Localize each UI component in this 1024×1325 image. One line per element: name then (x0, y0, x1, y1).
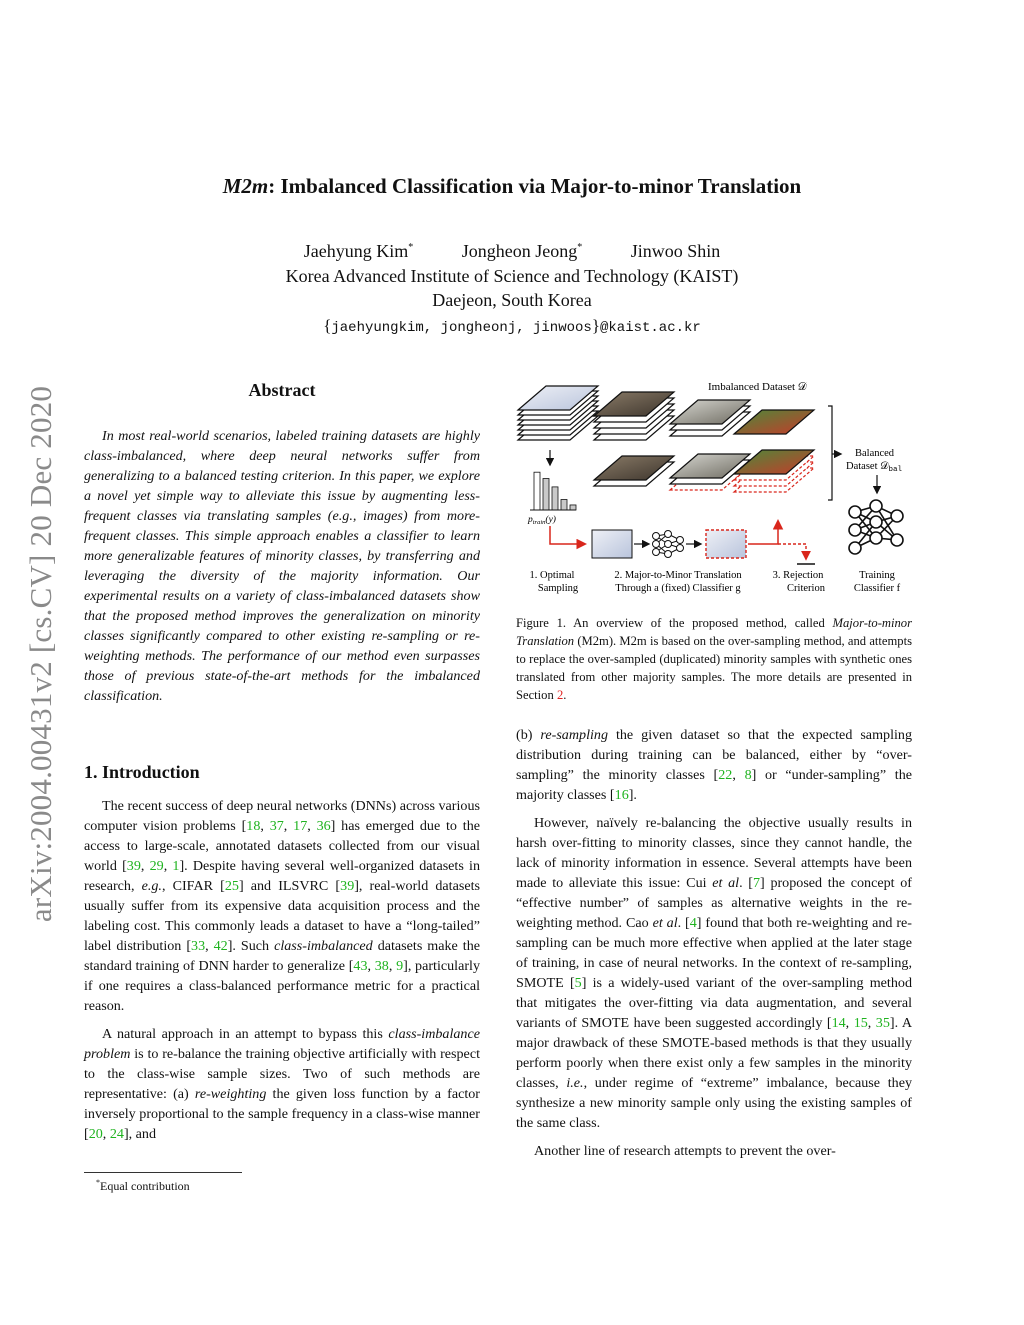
author (462, 241, 583, 261)
dataset-bracket (828, 406, 832, 500)
sampled-image (592, 530, 632, 558)
step2-label-1: 2. Major-to-Minor Translation (614, 570, 742, 581)
flow-arrow-reject (778, 544, 806, 558)
email-brace-open: { (323, 316, 332, 335)
affiliation: Korea Advanced Institute of Science and Technology (KAIST) (285, 266, 739, 286)
histogram-bar (552, 487, 558, 510)
ptrain-label: $p_{train}(y)$ (528, 515, 556, 526)
arxiv-stamp (20, 348, 58, 960)
paragraph: (b) re-sampling the given dataset so that the expected sampling distribution during training can be balanced, either by “over-sampling” the minority classes [22, 8] or “under-sampling” the majority classes [16]. (516, 727, 912, 803)
citation-link[interactable]: 5 (574, 975, 582, 991)
email-users: jaehyungkim, jongheonj, jinwoos (331, 320, 592, 336)
author-mark: * (577, 242, 583, 253)
citation-link[interactable]: 4 (689, 915, 697, 931)
figure-overview (510, 372, 920, 600)
citation-link[interactable]: 29 (149, 858, 164, 874)
citation-link[interactable]: 15 (853, 1015, 868, 1031)
step2-label-2: Through a (fixed) Classifier g (615, 583, 741, 594)
figure-caption: Figure 1. An overview of the proposed method, called Major-to-minor Translation (M2m). M2m is based on the over-sampling method, and attempts to replace the over-sampled (duplicated) minority samples with synthetic ones translated from other majority samples. The more details are presented in Section 2. (516, 616, 912, 702)
abstract-heading: Abstract (248, 380, 316, 400)
paragraph: However, naïvely re-balancing the objective usually results in harsh over-fitting to minority classes, since they cannot handle, the lack of minority information in essence. Several attempts have been made to alleviate this issue: Cui et al. [7] proposed the concept of “effective number” of samples as alternative weights in the re-weighting method. Cao et al. [4] found that both re-weighting and re-sampling can be much more effective when applied at the later stage of training, in case of neural networks. In the context of re-sampling, SMOTE [5] is a widely-used variant of the over-sampling method that mitigates the over-fitting via data augmentation, and several variants of SMOTE have been suggested accordingly [14, 15, 35]. A major drawback of these SMOTE-based methods is that they usually perform poorly when there exist only a few samples in the minority classes, i.e., under regime of “extreme” imbalance, because they synthesize a new minority sample only using the existing samples of the same class. (516, 815, 912, 1131)
step4-label-1: Training (859, 570, 895, 581)
paper-title (0, 174, 1024, 199)
step3-label-2: Criterion (787, 583, 825, 594)
right-column-body (516, 725, 912, 1169)
author-mark: * (408, 242, 414, 253)
label-histogram (534, 472, 576, 510)
email (0, 316, 1024, 336)
email-brace-close: } (591, 316, 600, 335)
classifier-f-icon (849, 500, 903, 554)
author-list (0, 241, 1024, 262)
balanced-stack-cat (594, 456, 674, 486)
citation-link[interactable]: 7 (753, 875, 761, 891)
image-stack-dog (518, 386, 598, 440)
flow-arrow-sampling (550, 526, 584, 544)
citation-link[interactable]: 24 (109, 1126, 124, 1142)
citation-link[interactable]: 42 (213, 938, 228, 954)
flow-arrow-accept (748, 522, 778, 544)
histogram-bar (570, 505, 576, 510)
footnote-text: Equal contribution (100, 1179, 190, 1193)
image-stack-cat (594, 392, 674, 440)
left-column-body (84, 796, 480, 1152)
section-link[interactable]: 2 (556, 688, 564, 702)
citation-link[interactable]: 18 (246, 818, 261, 834)
author (304, 241, 413, 261)
arxiv-id: arXiv:2004.00431v2 [cs.CV] 20 Dec 2020 (23, 385, 58, 923)
paragraph: The recent success of deep neural networks (DNNs) across various computer vision problems [18, 37, 17, 36] has emerged due to the access to large-scale, annotated datasets collected from our visual world [39, 29, 1]. Despite having several well-organized datasets in research, e.g., CIFAR [25] and ILSVRC [39], real-world datasets usually suffer from its expensive data acquisition process and the labeling cost. This commonly leads a dataset to have a “long-tailed” label distribution [33, 42]. Such class-imbalanced datasets make the standard training of DNN harder to generalize [43, 38, 9], particularly if one requires a class-balanced performance metric for a practical reason. (84, 798, 481, 1014)
step3-label-1: 3. Rejection (772, 570, 824, 581)
classifier-g-icon (653, 531, 684, 558)
location: Daejeon, South Korea (432, 290, 592, 310)
citation-link[interactable]: 16 (614, 787, 629, 803)
abstract-text: In most real-world scenarios, labeled training datasets are highly class-imbalanced, where deep neural networks suffer from generalizing to a balanced testing criterion. In this paper, we explore a novel yet simple way to alleviate this issue by augmenting less-frequent classes via translating samples (e.g., images) from more-frequent classes. This simple approach enables a classifier to learn more generalizable features of minority classes, by transferring and leveraging the diversity of the majority information. Our experimental results on a variety of class-imbalanced datasets show that the proposed method improves the generalization on minority classes significantly compared to other existing re-sampling or re-weighting methods. The performance of our method even surpasses those of previous state-of-the-art methods for the imbalanced classification. (84, 428, 480, 704)
citation-link[interactable]: 33 (191, 938, 206, 954)
citation-link[interactable]: 39 (340, 878, 355, 894)
citation-link[interactable]: 22 (718, 767, 733, 783)
balanced-label-2: Dataset 𝒟bal (846, 461, 903, 474)
citation-link[interactable]: 38 (374, 958, 389, 974)
author-name: Jinwoo Shin (630, 241, 721, 261)
paragraph: A natural approach in an attempt to bypass this class-imbalance problem is to re-balance the training objective artificially with respect to the class-wise sample sizes. Two of such methods are representative: (a) re-weighting the given loss function by a factor inversely proportional to the sample frequency in a class-wise manner [20, 24], and (84, 1026, 480, 1142)
citation-link[interactable]: 36 (316, 818, 331, 834)
histogram-bar (561, 500, 567, 511)
balanced-label-1: Balanced (855, 448, 895, 459)
citation-link[interactable]: 17 (293, 818, 308, 834)
citation-link[interactable]: 20 (88, 1126, 103, 1142)
citation-link[interactable]: 37 (269, 818, 284, 834)
translated-image (706, 530, 746, 558)
citation-link[interactable]: 25 (224, 878, 239, 894)
email-domain: @kaist.ac.kr (599, 320, 701, 336)
citation-link[interactable]: 39 (126, 858, 141, 874)
footnote (96, 1178, 190, 1194)
step1-label-2: Sampling (537, 583, 579, 594)
histogram-bar (543, 479, 549, 511)
citation-link[interactable]: 35 (875, 1015, 890, 1031)
title-rest: : Imbalanced Classification via Major-to-minor Translation (268, 174, 802, 198)
paragraph: Another line of research attempts to prevent the over- (534, 1143, 836, 1159)
dataset-label: Imbalanced Dataset 𝒟 (708, 381, 807, 393)
citation-link[interactable]: 14 (831, 1015, 846, 1031)
section-heading: 1. Introduction (84, 762, 200, 782)
title-prefix: M2m (222, 174, 269, 198)
footnote-mark: * (96, 1178, 100, 1187)
author-name: Jaehyung Kim (303, 241, 409, 261)
citation-link[interactable]: 43 (353, 958, 368, 974)
author (631, 241, 721, 261)
step4-label-2: Classifier f (853, 583, 901, 594)
author-name: Jongheon Jeong (461, 241, 578, 261)
citation-link[interactable]: 8 (744, 767, 752, 783)
step1-label-1: 1. Optimal (529, 570, 575, 581)
histogram-bar (534, 472, 540, 510)
citation-link[interactable]: 9 (396, 958, 404, 974)
citation-link[interactable]: 1 (172, 858, 180, 874)
footnote-rule (84, 1172, 242, 1173)
